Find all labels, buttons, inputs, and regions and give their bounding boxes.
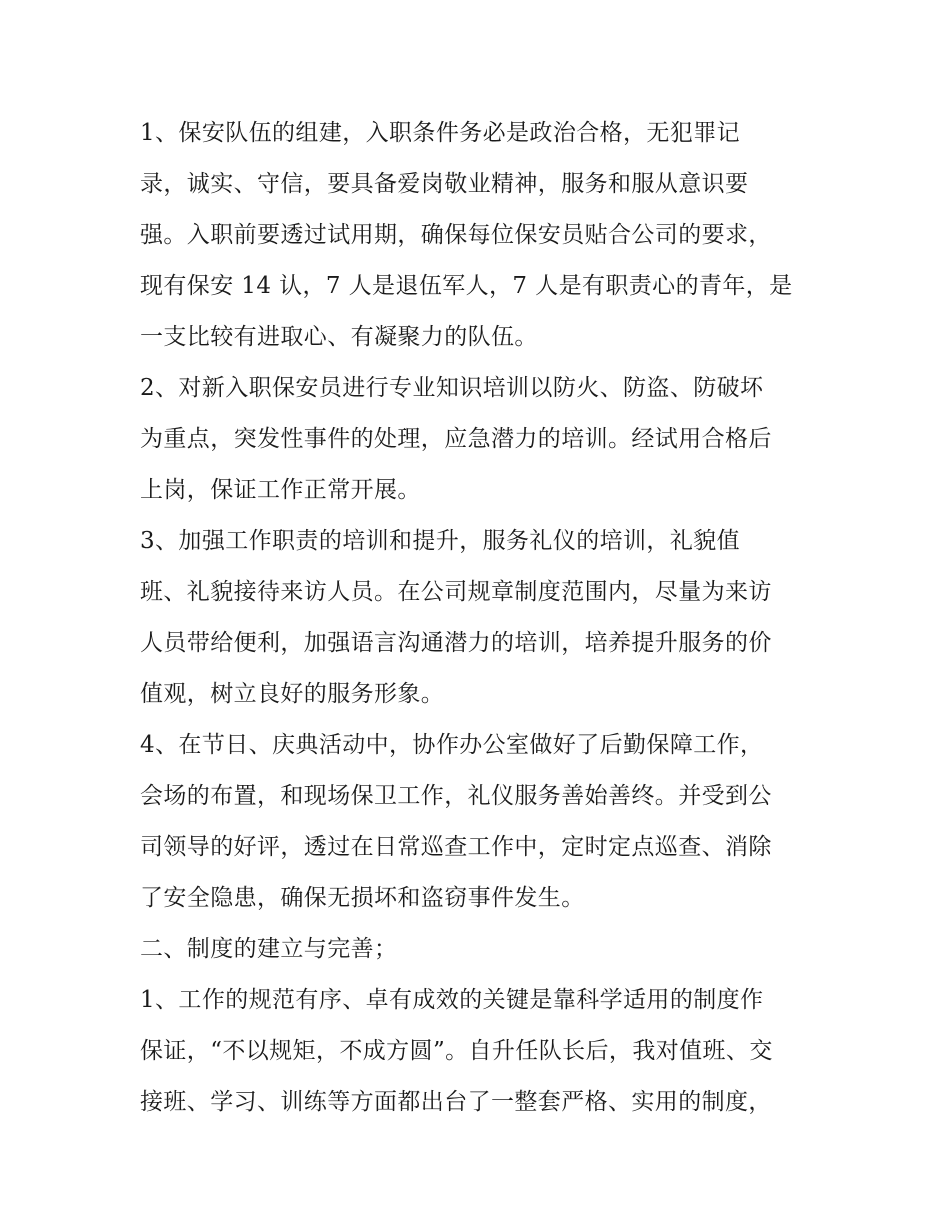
document-body [140, 108, 820, 1128]
text-line: 现有保安 14 认，7 人是退伍军人，7 人是有职责心的青年，是 [140, 273, 793, 299]
text-line: 1、保安队伍的组建，入职条件务必是政治合格，无犯罪记 [140, 120, 741, 146]
text-line: 保证，“不以规矩，不成方圆”。自升任队长后，我对值班、交 [140, 1038, 773, 1064]
text-line: 值观，树立良好的服务形象。 [140, 681, 445, 707]
text-line: 为重点，突发性事件的处理，应急潜力的培训。经试用合格后 [140, 426, 772, 452]
text-line: 录，诚实、守信，要具备爱岗敬业精神，服务和服从意识要 [140, 171, 749, 197]
text-line: 会场的布置，和现场保卫工作，礼仪服务善始善终。并受到公 [140, 783, 772, 809]
text-line: 接班、学习、训练等方面都出台了一整套严格、实用的制度， [140, 1089, 772, 1115]
text-line: 3、加强工作职责的培训和提升，服务礼仪的培训，礼貌值 [140, 528, 741, 554]
text-line: 4、在节日、庆典活动中，协作办公室做好了后勤保障工作， [140, 732, 764, 758]
text-line: 1、工作的规范有序、卓有成效的关键是靠科学适用的制度作 [140, 987, 764, 1013]
text-line: 一支比较有进取心、有凝聚力的队伍。 [140, 324, 538, 350]
text-line: 上岗，保证工作正常开展。 [140, 477, 421, 503]
text-line: 司领导的好评，透过在日常巡查工作中，定时定点巡查、消除 [140, 834, 772, 860]
section-heading: 二、制度的建立与完善； [140, 936, 398, 962]
text-line: 人员带给便利，加强语言沟通潜力的培训，培养提升服务的价 [140, 630, 772, 656]
text-line: 2、对新入职保安员进行专业知识培训以防火、防盗、防破坏 [140, 375, 764, 401]
text-line: 强。入职前要透过试用期，确保每位保安员贴合公司的要求， [140, 222, 772, 248]
text-line: 了安全隐患，确保无损坏和盗窃事件发生。 [140, 885, 585, 911]
text-line: 班、礼貌接待来访人员。在公司规章制度范围内，尽量为来访 [140, 579, 772, 605]
